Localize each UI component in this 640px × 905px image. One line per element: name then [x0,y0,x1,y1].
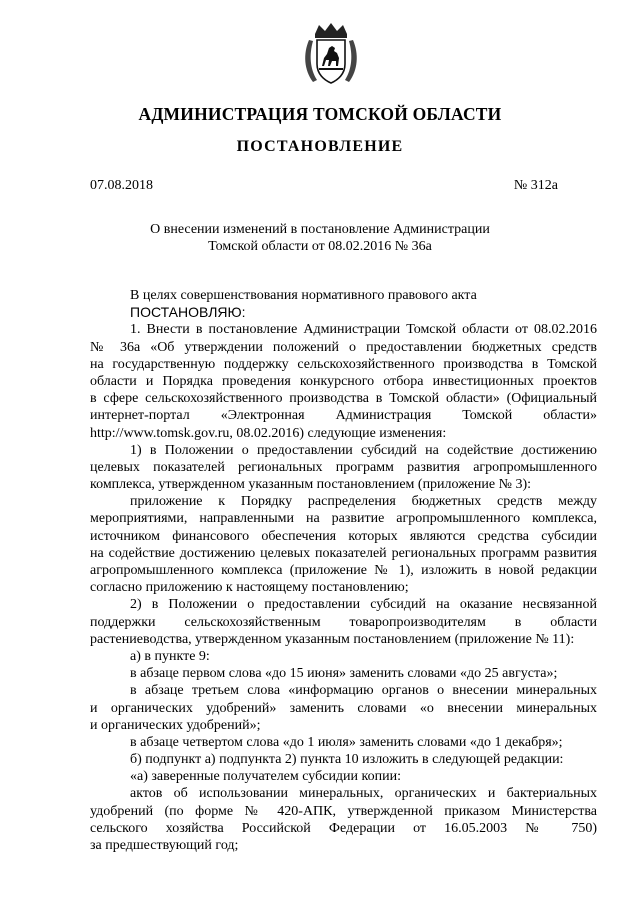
body-line: приложение к Порядку распределения бюджетных средств между [130,494,597,510]
body-line: 2) в Положении о предоставлении субсидий на оказание несвязанной [130,597,597,613]
body-line: за предшествующий год; [90,838,239,853]
body-line: комплекса, утвержденном указанным постановлением (приложение № 3): [90,477,531,493]
body-line: № 36а «Об утверждении положений о предоставлении бюджетных средств [90,339,597,355]
body-line: источником финансового обеспечения которых являются средства субсидии [90,528,597,544]
body-line: области и Порядка проведения конкурсного отбора инвестиционных проектов [90,373,597,389]
body-line: б) подпункт а) подпункта 2) пункта 10 изложить в следующей редакции: [130,752,564,768]
document-subject [100,221,540,255]
organization-title: АДМИНИСТРАЦИЯ ТОМСКОЙ ОБЛАСТИ [138,104,502,124]
subject-line: Томской области от 08.02.2016 № 36а [208,239,432,255]
body-line: 1) в Положении о предоставлении субсидий на содействие достижению [130,442,597,458]
tomsk-region-coat-of-arms-icon [301,20,361,88]
body-line: мероприятиями, направленными на развитие агропромышленного комплекса, [90,511,597,527]
body-line: на государственную поддержку сельскохозяйственного производства в Томской [90,356,597,372]
body-line: целевых показателей региональных программ развития агропромышленного [90,459,597,475]
body-line: в абзаце первом слова «до 15 июня» заменить словами «до 25 августа»; [130,666,558,682]
body-line: актов об использовании минеральных, органических и бактериальных [130,786,597,802]
body-line: на содействие достижению целевых показателей региональных программ развития [90,545,597,561]
body-line: http://www.tomsk.gov.ru, 08.02.2016) следующие изменения: [90,425,447,441]
body-line: в абзаце третьем слова «информацию органов о внесении минеральных [130,683,597,699]
body-line: а) в пункте 9: [130,648,210,664]
document-type-title: ПОСТАНОВЛЕНИЕ [236,138,404,155]
body-line: в сфере сельскохозяйственного производства в Томской области» (Официальный [90,391,597,407]
body-line: растениеводства, утвержденном указанным постановлением (приложение № 11): [90,631,575,647]
subject-line: О внесении изменений в постановление Администрации [150,222,490,237]
body-line: и органических удобрений»; [90,717,261,733]
body-line: сельского хозяйства Российской Федерации от 16.05.2003 № 750) [90,820,597,836]
body-line: 1. Внести в постановление Администрации Томской области от 08.02.2016 [130,322,597,338]
document-body [90,287,597,854]
body-line-resolves: ПОСТАНОВЛЯЮ: [130,304,246,321]
body-line: в абзаце четвертом слова «до 1 июля» заменить словами «до 1 декабря»; [130,734,563,750]
body-line: В целях совершенствования нормативного правового акта [130,288,477,303]
body-line: согласно приложению к настоящему постановлению; [90,580,409,596]
body-line: «а) заверенные получателем субсидии копии: [130,769,401,785]
body-line: и органических удобрений» заменить словами «о внесении минеральных [90,700,597,716]
body-line: поддержки сельскохозяйственным товаропроизводителям в области [90,614,597,630]
document-number: № 312а [513,178,558,193]
body-line: удобрений (по форме № 420-АПК, утвержденной приказом Министерства [90,803,597,819]
body-line: интернет-портал «Электронная Администрация Томской области» [90,408,597,424]
document-date: 07.08.2018 [90,178,153,193]
body-line: агропромышленного комплекса (приложение № 1), изложить в новой редакции [90,563,597,578]
